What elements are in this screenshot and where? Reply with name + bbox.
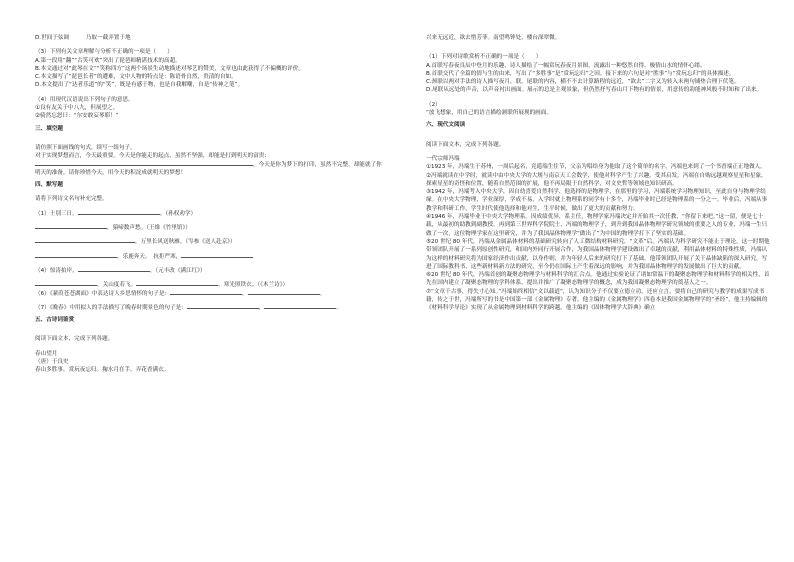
option-d: D.世间于弦调 乃取一截弄置于地 [35, 35, 131, 41]
sentence-1: ①良有友关于中八九，但展望之。 [35, 105, 119, 112]
answer-blank[interactable] [35, 285, 97, 286]
option-d2: D.本文提出了“达者乐道”的“笑”，既是有感于物，也是自我解嘲，自是“传神之笔”。 [35, 82, 244, 89]
answer-blank[interactable] [35, 257, 117, 258]
article-paragraph-5: ⑤20 世纪 80 年代，冯端从金属晶体材料的基础研究转向了人工微结构材料研究，“文革”后，冯端认为科学研究不能止于理论，这一时期他带领团队开展了一系列原创性研究，和国内外同行开展合作，为我国晶体物理学建设做出了卓越的贡献，利用晶体材料的特殊性质，冯端认为这样的材料研究将为国家经济作出贡献，以身作则，并为年轻人后来的研究打下了基础。他带领团队开展了关于晶体缺陷的深入研究，写进了国际教科书，这些新材料新方法的研究，至今仍在国际上产生着深远的影响，并为我国晶体物理学的发展做出了巨大的贡献。 [426, 238, 770, 270]
poem-option-a: A.首联写春夜良辰中登月的乐趣，诗人描绘了一幅赏玩春夜月景图，流露出一种悠然自得、极情山水的情怀心绪。 [426, 62, 706, 69]
poem-question-2-text: “放飞想象，用自己的语言描绘颔联所展现的画面。 [426, 110, 552, 117]
section-5-heading: 五、古诗词鉴赏 [35, 317, 75, 324]
answer-blank[interactable] [78, 214, 160, 215]
imitate-line-2: ，今天是你为梦下的打印，虽然不完整，却能就了你 [35, 161, 385, 169]
answer-blank[interactable] [78, 271, 150, 272]
poem-question-2: （2） [426, 101, 441, 108]
imitate-line-1: 对于实现梦想而言，今天最重要。今天是你能走的起点，虽然不坚强，却能是打到明天的富贵； [35, 153, 270, 160]
article-title: 一代宗师冯端 [426, 155, 460, 162]
option-c: C.本文描写了“琵琶长者”的遭难，文中人物的特点是：陈语骨自然，贵清的自如。 [35, 74, 237, 81]
answer-blank[interactable] [264, 308, 336, 309]
poem-question-1: （1）下列对诗歌赏析不正确的一项是（ ） [426, 54, 542, 61]
answer-blank[interactable] [136, 285, 218, 286]
article-paragraph-3: ③1942 年，冯端考入中央大学，因自幼喜爱自然科学，他选择的是物理学，在那里的学习，冯端系统学习物理知识，至此自身与物理学结缘。在中央大学物理，学业深厚，学成不易，入学时就上物理系的同学有十多个，冯端毕业时已经是物理系的一分之一。毕业后，冯端从事教学和科研工作，学生时代使他选择和他对生，生平时候，做出了更大的贡献和努力。 [426, 189, 768, 212]
poem-line-1: 春山多胜事，赏玩夜忘归。掬水月在手，弄花香满衣。 [35, 367, 170, 374]
answer-blank[interactable] [35, 242, 135, 243]
article-paragraph-7: ⑦“文章千古事，得失寸心知。”冯端始终相信“文以载道”，认为知识分子不仅要立德立功，还应立言，要将自己的研究与教学的成果写成书籍，传之于世，冯端所写的书是中国第一部《金属物理》专著，他主编的《金属物理学》四卷本是我国金属物理学的“圣经”，他主持编辑的《材料科学导论》实现了从金属物理到材料科学的跨越。他主编的《固体物理学大辞典》确立 [426, 288, 768, 312]
recite-q6: ，关山度若飞。 ，寒光照铁衣。（《木兰诗》） [35, 281, 385, 289]
poem-option-d: D.尾联从远处的声音，以声音衬出画面。展示的总是主观景象，但仍然抒写春山月下物有的情景，用意传的韵能神风般不时知和了出来。 [426, 87, 763, 94]
answer-blank[interactable] [35, 165, 153, 166]
section-4-heading: 四、默写题 [35, 182, 63, 189]
poem-option-c: C.颈联以两对手法的诗人描写夜月，联，尾联的内容，横不不去计算路程的远近，“欲去”二字又为转入末两句铺垫合理下伏笔。 [426, 79, 740, 86]
recite-q8: （7）《晚春》中用拟人的手法描写了晚春时期景色的句子是： ， 。 [35, 304, 343, 311]
poem-title: 春山望月 [35, 350, 58, 357]
answer-blank[interactable] [187, 308, 259, 309]
answer-blank[interactable] [248, 294, 320, 295]
section-6-heading: 六、现代文阅读 [426, 122, 466, 129]
sentence-2: ②骑然忘怒曰：“尔安敢妄琴耶！” [35, 113, 119, 120]
answer-blank[interactable] [153, 165, 253, 166]
article-paragraph-2: ②冯端就读在中学时，就读中由中央大学的大规与南京天工会数学，使他对科学产生了兴趣，受其启发，冯端在自购远越观察星星和星象，探索星星的奇怪和位置，随着自然范围的扩展，他不再局限于自然科学，对文史哲等领域也知识研高。 [426, 172, 767, 187]
option-b: B.本文通过对“此琴在文”“笑称四方”这两个场景生动地描述对琴艺的赞美，文章也由此获得了不偏概的评价。 [35, 65, 304, 72]
answer-blank[interactable] [181, 257, 253, 258]
imitate-line-3: 明天的准备，请你珍惜今天，用今天的积淀成就明天的梦想！ [35, 169, 187, 176]
left-column [35, 34, 385, 375]
recite-q2: ，猿啼数声愁。（王维《竹里馆》） [35, 224, 385, 232]
instruction-read-text: 阅读下面文本，完成下列各题。 [426, 141, 505, 148]
article-paragraph-6: ⑥20 世纪 80 年代，冯端首创的凝聚态物理学与材料科学的汇合点。他通过实验论证了诸如常温下的凝聚态物理学和材料科学的相关性，首先在国内建立了凝聚态物理的学科体系，提出并推广了凝聚态物理学的概念，成为我国凝聚态物理学的奠基人之一。 [426, 272, 770, 287]
question-3: （3）下列有关文章理解与分析不正确的一项是（ ） [35, 49, 173, 56]
instruction-imitate: 请仿照下面画线的句式，续写一组句子。 [35, 144, 136, 151]
recite-q5: （4）惊涛拍岸， 。（元丰改《满江红》） [35, 267, 206, 274]
instruction-read-poem: 阅读下面文本，完成下列各题。 [35, 336, 114, 343]
right-column [426, 34, 772, 313]
poem-line-2: 兴来无远近，欲去惜芳菲。南望鸣钟处，楼台深翠微。 [426, 35, 561, 41]
recite-q4: ，乐鹿奔天。 抗拒严寒， [35, 253, 385, 261]
option-a: A.第一段用“翻”“古笑可欢”突出了琵琶师精湛技术的高超。 [35, 57, 181, 64]
recite-q1: （1）士别三日， 。（孙权劝学） [35, 210, 197, 217]
article-paragraph-4: ④1946 年，冯端毕业于中央大学物理系。因成绩优异，系主任，物理学家冯端决定并开始其一次任教，“你留下来吧。”这一留，便是七十载，从最初的助教到副教授，再到第三世界科学院院士，冯端的物理学子，到升到我国晶体物理学研究领域的重要之人的专业，冯端一生只做了一次，这位物理学家在这里研究，并为了我国晶体物理学“做出了”为中国的物理学打下了坚实的基础。 [426, 214, 768, 237]
recite-q3: ，万里长风送秋雁。（岑参《送人赴京》） [35, 238, 385, 246]
recite-q7: （6）《蒹葭苍苍湖面》中表达诗人乡思情怀的句子是： ， 。 [35, 290, 326, 297]
poem-option-b: B.首联交代了全篇的情与生的由来，写出了“多胜事”是“赏玩忘归”之因。接下来的六句是对“胜事”与“赏玩忘归”的具体描述。 [426, 70, 735, 77]
instruction-recite: 请将下列诗文名句补充完整。 [35, 196, 108, 203]
section-3-heading: 三、填空题 [35, 125, 63, 132]
article-paragraph-1: ①1923 年，冯端生于苏州，一周后起名，竞遥端生住节，父亲为唱给身为他取了这个简单的名字，冯端也来到了一个书香端正正地做人。 [426, 164, 766, 171]
answer-blank[interactable] [170, 294, 242, 295]
answer-blank[interactable] [35, 228, 107, 229]
question-4: （4）用现代汉语说出下列句子的意思。 [35, 96, 134, 103]
poem-author: （唐）于良史 [35, 359, 69, 366]
